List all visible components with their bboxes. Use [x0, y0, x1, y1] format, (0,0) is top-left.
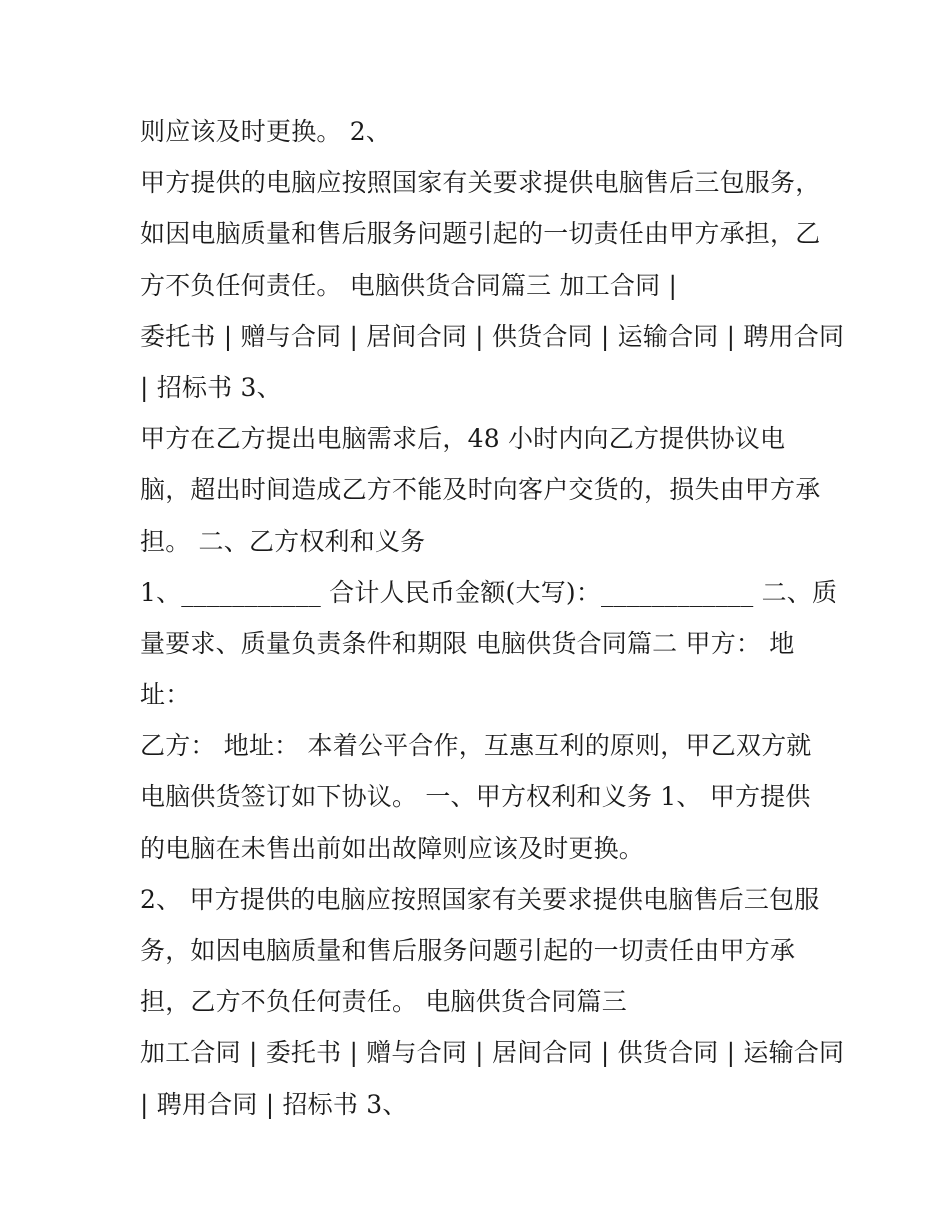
text-line: 务，如因电脑质量和售后服务问题引起的一切责任由甲方承	[140, 936, 796, 965]
text-line: 委托书 | 赠与合同 | 居间合同 | 供货合同 | 运输合同 | 聘用合同	[140, 321, 845, 351]
document-body	[140, 106, 845, 1130]
text-line: 担，乙方不负任何责任。 电脑供货合同篇三	[140, 987, 627, 1017]
text-line: 1、___________ 合计人民币金额(大写)：____________ 二、质	[140, 577, 838, 607]
text-line: | 招标书 3、	[140, 372, 282, 402]
text-line: 则应该及时更换。 2、	[140, 117, 392, 146]
text-line: 址：	[140, 680, 191, 710]
text-line: 甲方在乙方提出电脑需求后，48 小时内向乙方提供协议电	[140, 424, 786, 454]
text-line: 方不负任何责任。 电脑供货合同篇三 加工合同 |	[140, 270, 678, 300]
text-line: 的电脑在未售出前如出故障则应该及时更换。	[140, 833, 645, 863]
text-line: | 聘用合同 | 招标书 3、	[140, 1089, 408, 1119]
text-line: 脑，超出时间造成乙方不能及时向客户交货的，损失由甲方承	[140, 475, 821, 505]
text-line: 如因电脑质量和售后服务问题引起的一切责任由甲方承担，乙	[140, 219, 821, 249]
text-line: 量要求、质量负责条件和期限 电脑供货合同篇二 甲方： 地	[140, 628, 795, 658]
text-line: 乙方： 地址： 本着公平合作，互惠互利的原则，甲乙双方就	[140, 731, 812, 761]
text-line: 2、 甲方提供的电脑应按照国家有关要求提供电脑售后三包服	[140, 884, 820, 914]
text-line: 电脑供货签订如下协议。 一、甲方权利和义务 1、 甲方提供	[140, 782, 811, 812]
text-line: 担。 二、乙方权利和义务	[140, 526, 426, 556]
text-line: 甲方提供的电脑应按照国家有关要求提供电脑售后三包服务，	[140, 168, 821, 198]
text-line: 加工合同 | 委托书 | 赠与合同 | 居间合同 | 供货合同 | 运输合同	[140, 1038, 845, 1068]
